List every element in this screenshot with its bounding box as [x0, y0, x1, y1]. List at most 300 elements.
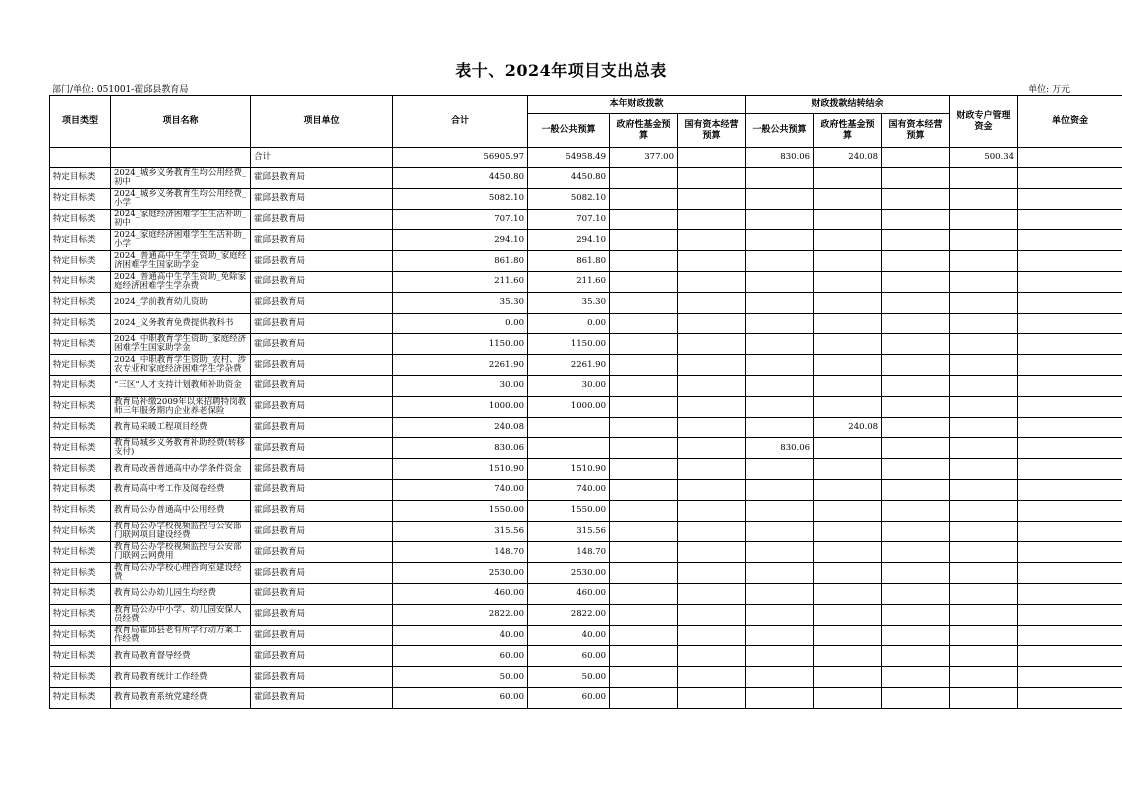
cell-g2-fund — [814, 292, 882, 313]
cell-g2-state-capital — [882, 271, 950, 292]
cell-g2-fund — [814, 542, 882, 563]
cell-g2-state-capital — [882, 188, 950, 209]
total-sum: 56905.97 — [393, 148, 528, 168]
cell-g2-general — [746, 646, 814, 667]
cell-unit-fund — [1018, 271, 1122, 292]
table-row — [50, 667, 1122, 688]
cell-g2-general — [746, 479, 814, 500]
cell-total: 830.06 — [393, 438, 528, 459]
cell-g2-state-capital — [882, 563, 950, 584]
cell-unit-fund — [1018, 583, 1122, 604]
cell-g1-state-capital — [678, 479, 746, 500]
cell-g1-fund — [610, 334, 678, 355]
cell-org: 霍邱县教育局 — [251, 396, 393, 417]
cell-total: 2261.90 — [393, 355, 528, 376]
cell-name — [111, 148, 251, 168]
header-org: 项目单位 — [251, 96, 393, 148]
cell-org: 霍邱县教育局 — [251, 438, 393, 459]
cell-g1-fund — [610, 292, 678, 313]
cell-org: 霍邱县教育局 — [251, 479, 393, 500]
header-unit-fund: 单位资金 — [1018, 96, 1122, 148]
cell-special — [950, 334, 1018, 355]
cell-total: 861.80 — [393, 251, 528, 272]
cell-g1-general: 4450.80 — [528, 168, 610, 189]
cell-g2-general — [746, 230, 814, 251]
cell-g1-fund — [610, 521, 678, 542]
cell-g2-fund — [814, 375, 882, 396]
table-row — [50, 687, 1122, 708]
cell-g1-general: 0.00 — [528, 313, 610, 334]
cell-total: 294.10 — [393, 230, 528, 251]
cell-org: 霍邱县教育局 — [251, 168, 393, 189]
table-row — [50, 563, 1122, 584]
cell-g1-fund — [610, 542, 678, 563]
cell-g1-fund — [610, 168, 678, 189]
cell-g2-general — [746, 251, 814, 272]
cell-g2-state-capital — [882, 583, 950, 604]
cell-g2-state-capital — [882, 687, 950, 708]
cell-g1-fund — [610, 687, 678, 708]
cell-unit-fund — [1018, 292, 1122, 313]
table-row — [50, 479, 1122, 500]
table-row — [50, 542, 1122, 563]
cell-special — [950, 583, 1018, 604]
table-row — [50, 313, 1122, 334]
header-type: 项目类型 — [50, 96, 111, 148]
cell-g1-state-capital — [678, 500, 746, 521]
cell-g2-fund — [814, 438, 882, 459]
cell-total: 35.30 — [393, 292, 528, 313]
cell-name: 2024_城乡义务教育生均公用经费_小学 — [111, 188, 251, 209]
cell-type: 特定目标类 — [50, 417, 111, 438]
cell-total: 40.00 — [393, 625, 528, 646]
cell-g1-fund — [610, 459, 678, 480]
cell-g2-state-capital — [882, 313, 950, 334]
cell-g2-fund — [814, 459, 882, 480]
total-g1-general: 54958.49 — [528, 148, 610, 168]
cell-type: 特定目标类 — [50, 459, 111, 480]
cell-unit-fund — [1018, 396, 1122, 417]
cell-total: 315.56 — [393, 521, 528, 542]
cell-g2-general — [746, 687, 814, 708]
cell-type: 特定目标类 — [50, 563, 111, 584]
cell-g2-state-capital — [882, 479, 950, 500]
cell-g1-state-capital — [678, 604, 746, 625]
table-row — [50, 251, 1122, 272]
cell-special — [950, 168, 1018, 189]
cell-g1-state-capital — [678, 563, 746, 584]
cell-org: 霍邱县教育局 — [251, 667, 393, 688]
cell-g2-state-capital — [882, 500, 950, 521]
cell-g2-state-capital — [882, 459, 950, 480]
total-label: 合计 — [251, 148, 393, 168]
cell-type: 特定目标类 — [50, 604, 111, 625]
table-row — [50, 396, 1122, 417]
cell-g1-fund — [610, 209, 678, 230]
cell-type: 特定目标类 — [50, 251, 111, 272]
cell-g2-fund — [814, 188, 882, 209]
cell-org: 霍邱县教育局 — [251, 542, 393, 563]
cell-g2-state-capital — [882, 438, 950, 459]
cell-g1-fund — [610, 271, 678, 292]
cell-g2-state-capital — [882, 604, 950, 625]
cell-unit-fund — [1018, 500, 1122, 521]
cell-special — [950, 230, 1018, 251]
cell-type: 特定目标类 — [50, 168, 111, 189]
cell-g2-state-capital — [882, 417, 950, 438]
cell-type: 特定目标类 — [50, 188, 111, 209]
cell-g1-state-capital — [678, 230, 746, 251]
cell-unit-fund — [1018, 604, 1122, 625]
cell-total: 148.70 — [393, 542, 528, 563]
cell-g2-fund — [814, 251, 882, 272]
cell-total: 1150.00 — [393, 334, 528, 355]
cell-g1-general: 50.00 — [528, 667, 610, 688]
cell-org: 霍邱县教育局 — [251, 188, 393, 209]
cell-g2-state-capital — [882, 168, 950, 189]
cell-g2-general — [746, 417, 814, 438]
header-name: 项目名称 — [111, 96, 251, 148]
project-expenditure-table — [49, 95, 1122, 709]
table-row — [50, 625, 1122, 646]
cell-unit-fund — [1018, 479, 1122, 500]
cell-g1-state-capital — [678, 188, 746, 209]
cell-g1-state-capital — [678, 271, 746, 292]
cell-special — [950, 251, 1018, 272]
cell-unit-fund — [1018, 168, 1122, 189]
cell-unit-fund — [1018, 542, 1122, 563]
cell-g2-general — [746, 313, 814, 334]
cell-total: 5082.10 — [393, 188, 528, 209]
cell-name: 教育局公办学校心理咨询室建设经费 — [111, 563, 251, 584]
header-group-carryover: 财政拨款结转结余 — [746, 96, 950, 114]
cell-g1-general: 60.00 — [528, 646, 610, 667]
cell-type: 特定目标类 — [50, 583, 111, 604]
cell-g1-general — [528, 417, 610, 438]
cell-g1-fund — [610, 188, 678, 209]
cell-g2-general: 830.06 — [746, 438, 814, 459]
cell-special — [950, 625, 1018, 646]
cell-g1-fund — [610, 355, 678, 376]
cell-type: 特定目标类 — [50, 687, 111, 708]
cell-special — [950, 292, 1018, 313]
cell-g2-general — [746, 604, 814, 625]
table-row — [50, 375, 1122, 396]
unit-label: 单位: 万元 — [1028, 85, 1070, 95]
cell-special — [950, 500, 1018, 521]
cell-name: 教育局公办中小学、幼儿园安保人员经费 — [111, 604, 251, 625]
cell-name: 教育局改善普通高中办学条件资金 — [111, 459, 251, 480]
cell-g1-fund — [610, 251, 678, 272]
header-total: 合计 — [393, 96, 528, 148]
cell-unit-fund — [1018, 417, 1122, 438]
cell-g1-general: 2261.90 — [528, 355, 610, 376]
cell-org: 霍邱县教育局 — [251, 209, 393, 230]
cell-g1-fund — [610, 375, 678, 396]
cell-type: 特定目标类 — [50, 355, 111, 376]
cell-name: 教育局高中考工作及阅卷经费 — [111, 479, 251, 500]
cell-type: 特定目标类 — [50, 542, 111, 563]
page-title: 表十、2024年项目支出总表 — [455, 61, 667, 80]
cell-g2-fund — [814, 396, 882, 417]
cell-unit-fund — [1018, 209, 1122, 230]
cell-org: 霍邱县教育局 — [251, 521, 393, 542]
cell-g2-state-capital — [882, 230, 950, 251]
cell-g2-fund — [814, 313, 882, 334]
cell-g1-fund — [610, 667, 678, 688]
table-row — [50, 438, 1122, 459]
cell-special — [950, 459, 1018, 480]
cell-type: 特定目标类 — [50, 625, 111, 646]
cell-g2-general — [746, 500, 814, 521]
cell-total: 1000.00 — [393, 396, 528, 417]
cell-unit-fund — [1018, 355, 1122, 376]
cell-g1-state-capital — [678, 375, 746, 396]
cell-g1-fund — [610, 417, 678, 438]
cell-special — [950, 646, 1018, 667]
cell-g1-general: 294.10 — [528, 230, 610, 251]
cell-name: 2024_普通高中生学生资助_家庭经济困难学生国家助学金 — [111, 251, 251, 272]
table-row — [50, 292, 1122, 313]
cell-g2-fund — [814, 646, 882, 667]
cell-g2-fund — [814, 687, 882, 708]
cell-special — [950, 563, 1018, 584]
cell-g2-general — [746, 667, 814, 688]
cell-g2-fund — [814, 479, 882, 500]
cell-g1-general: 740.00 — [528, 479, 610, 500]
total-g2-general: 830.06 — [746, 148, 814, 168]
cell-g1-fund — [610, 563, 678, 584]
cell-g1-state-capital — [678, 417, 746, 438]
cell-unit-fund — [1018, 687, 1122, 708]
cell-g2-state-capital — [882, 646, 950, 667]
cell-type: 特定目标类 — [50, 375, 111, 396]
cell-type: 特定目标类 — [50, 334, 111, 355]
cell-special — [950, 271, 1018, 292]
table-body — [50, 148, 1122, 709]
cell-special — [950, 188, 1018, 209]
cell-special — [950, 313, 1018, 334]
cell-g1-state-capital — [678, 334, 746, 355]
table-row — [50, 188, 1122, 209]
cell-g2-fund — [814, 168, 882, 189]
cell-special — [950, 417, 1018, 438]
cell-g1-state-capital — [678, 355, 746, 376]
cell-type: 特定目标类 — [50, 646, 111, 667]
cell-g1-general: 211.60 — [528, 271, 610, 292]
cell-unit-fund — [1018, 459, 1122, 480]
cell-g1-general: 1510.90 — [528, 459, 610, 480]
cell-g2-fund — [814, 563, 882, 584]
table-row — [50, 500, 1122, 521]
cell-org: 霍邱县教育局 — [251, 292, 393, 313]
cell-g1-state-capital — [678, 396, 746, 417]
cell-g1-fund — [610, 646, 678, 667]
cell-org: 霍邱县教育局 — [251, 646, 393, 667]
cell-name: 教育局补缴2009年以来招聘特岗教师三年服务期内企业养老保险 — [111, 396, 251, 417]
cell-g2-general — [746, 375, 814, 396]
cell-name: 教育局采暖工程项目经费 — [111, 417, 251, 438]
cell-g2-state-capital — [882, 667, 950, 688]
cell-total: 240.08 — [393, 417, 528, 438]
cell-g2-fund — [814, 230, 882, 251]
cell-org: 霍邱县教育局 — [251, 687, 393, 708]
cell-g1-state-capital — [678, 687, 746, 708]
cell-g2-general — [746, 396, 814, 417]
cell-g2-fund — [814, 355, 882, 376]
cell-unit-fund — [1018, 667, 1122, 688]
cell-name: 教育局公办幼儿园生均经费 — [111, 583, 251, 604]
total-g1-state-capital — [678, 148, 746, 168]
cell-unit-fund — [1018, 334, 1122, 355]
cell-g1-fund — [610, 625, 678, 646]
cell-g1-fund — [610, 479, 678, 500]
cell-g2-state-capital — [882, 209, 950, 230]
cell-name: 2024_义务教育免费提供教科书 — [111, 313, 251, 334]
cell-unit-fund — [1018, 375, 1122, 396]
cell-name: “三区”人才支持计划教师补助资金 — [111, 375, 251, 396]
cell-g1-fund — [610, 604, 678, 625]
cell-unit-fund — [1018, 251, 1122, 272]
cell-g1-state-capital — [678, 313, 746, 334]
cell-g2-fund — [814, 625, 882, 646]
cell-g1-fund — [610, 500, 678, 521]
cell-g2-general — [746, 334, 814, 355]
cell-total: 1510.90 — [393, 459, 528, 480]
cell-g1-general: 2822.00 — [528, 604, 610, 625]
table-row — [50, 646, 1122, 667]
cell-name: 教育局教育督导经费 — [111, 646, 251, 667]
table-row — [50, 168, 1122, 189]
header-special-account: 财政专户管理资金 — [950, 96, 1018, 148]
cell-g2-state-capital — [882, 542, 950, 563]
cell-total: 211.60 — [393, 271, 528, 292]
cell-total: 60.00 — [393, 687, 528, 708]
cell-type: 特定目标类 — [50, 313, 111, 334]
cell-special — [950, 667, 1018, 688]
cell-g1-general: 1000.00 — [528, 396, 610, 417]
header-group-current-year: 本年财政拨款 — [528, 96, 746, 114]
cell-name: 2024_家庭经济困难学生生活补助_小学 — [111, 230, 251, 251]
cell-org: 霍邱县教育局 — [251, 459, 393, 480]
table-row — [50, 583, 1122, 604]
cell-g1-fund — [610, 230, 678, 251]
cell-g1-general: 1150.00 — [528, 334, 610, 355]
table-row — [50, 604, 1122, 625]
cell-total: 1550.00 — [393, 500, 528, 521]
cell-g2-fund — [814, 521, 882, 542]
cell-type: 特定目标类 — [50, 438, 111, 459]
cell-name: 2024_家庭经济困难学生生活补助_初中 — [111, 209, 251, 230]
cell-name: 教育局教育统计工作经费 — [111, 667, 251, 688]
table-row — [50, 209, 1122, 230]
header-g2-state-capital: 国有资本经营预算 — [882, 114, 950, 148]
cell-org: 霍邱县教育局 — [251, 563, 393, 584]
cell-name: 教育局公办学校视频监控与公安部门联网项目建设经费 — [111, 521, 251, 542]
cell-g1-fund — [610, 396, 678, 417]
cell-g2-general — [746, 521, 814, 542]
cell-total: 50.00 — [393, 667, 528, 688]
cell-g2-general — [746, 583, 814, 604]
cell-g1-state-capital — [678, 646, 746, 667]
cell-total: 4450.80 — [393, 168, 528, 189]
cell-special — [950, 521, 1018, 542]
cell-org: 霍邱县教育局 — [251, 375, 393, 396]
cell-g2-general — [746, 209, 814, 230]
cell-type — [50, 148, 111, 168]
cell-org: 霍邱县教育局 — [251, 355, 393, 376]
cell-name: 2024_中职教育学生资助_农村、涉农专业和家庭经济困难学生学杂费 — [111, 355, 251, 376]
cell-g1-fund — [610, 438, 678, 459]
cell-special — [950, 604, 1018, 625]
cell-org: 霍邱县教育局 — [251, 417, 393, 438]
cell-g2-fund — [814, 667, 882, 688]
cell-g2-general — [746, 168, 814, 189]
cell-type: 特定目标类 — [50, 209, 111, 230]
cell-org: 霍邱县教育局 — [251, 500, 393, 521]
cell-unit-fund — [1018, 646, 1122, 667]
table-row — [50, 334, 1122, 355]
cell-g1-fund — [610, 313, 678, 334]
cell-g2-fund — [814, 604, 882, 625]
cell-type: 特定目标类 — [50, 667, 111, 688]
cell-g1-state-capital — [678, 521, 746, 542]
cell-g1-state-capital — [678, 583, 746, 604]
cell-g2-state-capital — [882, 292, 950, 313]
cell-g2-state-capital — [882, 334, 950, 355]
cell-total: 707.10 — [393, 209, 528, 230]
cell-g1-general: 148.70 — [528, 542, 610, 563]
cell-g2-fund — [814, 334, 882, 355]
cell-name: 教育局公办普通高中公用经费 — [111, 500, 251, 521]
table-row — [50, 230, 1122, 251]
header-g1-general: 一般公共预算 — [528, 114, 610, 148]
header-g1-fund: 政府性基金预算 — [610, 114, 678, 148]
cell-g2-state-capital — [882, 521, 950, 542]
cell-org: 霍邱县教育局 — [251, 583, 393, 604]
header-g2-fund: 政府性基金预算 — [814, 114, 882, 148]
cell-name: 教育局城乡义务教育补助经费(转移支付) — [111, 438, 251, 459]
total-g1-fund: 377.00 — [610, 148, 678, 168]
cell-total: 0.00 — [393, 313, 528, 334]
cell-total: 30.00 — [393, 375, 528, 396]
cell-type: 特定目标类 — [50, 479, 111, 500]
cell-g2-general — [746, 459, 814, 480]
cell-unit-fund — [1018, 438, 1122, 459]
table-row — [50, 459, 1122, 480]
cell-total: 740.00 — [393, 479, 528, 500]
cell-org: 霍邱县教育局 — [251, 334, 393, 355]
cell-org: 霍邱县教育局 — [251, 313, 393, 334]
table-row — [50, 271, 1122, 292]
cell-g2-general — [746, 625, 814, 646]
cell-g1-general: 460.00 — [528, 583, 610, 604]
cell-g1-fund — [610, 583, 678, 604]
cell-special — [950, 438, 1018, 459]
cell-g1-state-capital — [678, 542, 746, 563]
cell-org: 霍邱县教育局 — [251, 625, 393, 646]
cell-type: 特定目标类 — [50, 396, 111, 417]
cell-unit-fund — [1018, 188, 1122, 209]
cell-special — [950, 687, 1018, 708]
total-special: 500.34 — [950, 148, 1018, 168]
table-row — [50, 521, 1122, 542]
cell-type: 特定目标类 — [50, 271, 111, 292]
cell-g1-state-capital — [678, 667, 746, 688]
cell-g2-general — [746, 355, 814, 376]
cell-special — [950, 479, 1018, 500]
cell-type: 特定目标类 — [50, 500, 111, 521]
